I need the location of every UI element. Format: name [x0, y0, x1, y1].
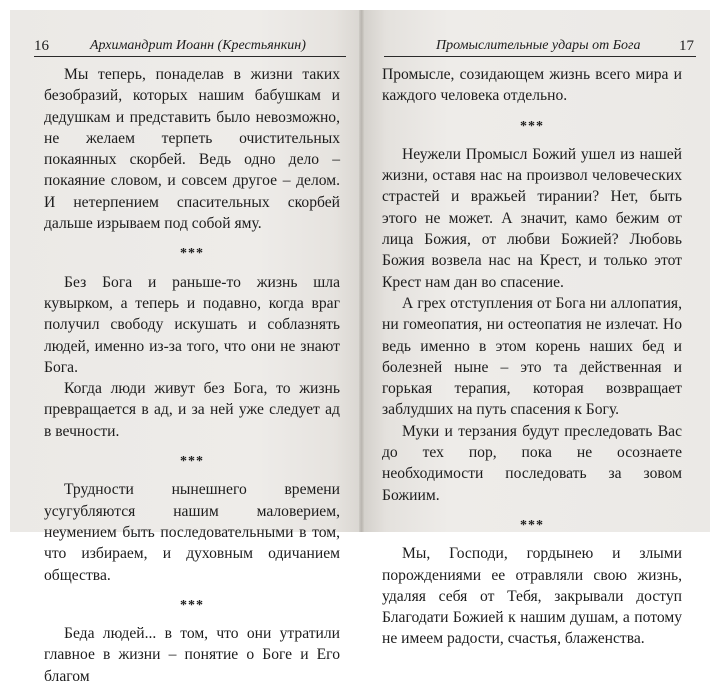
section-separator: *** [180, 597, 204, 613]
running-title-right: Промыслительные удары от Бога [436, 38, 641, 53]
paragraph: Трудности нынешнего времени усугубляются нашим маловерием, неумением быть последовательными в том, что избираем, и духовным одичанием общества. [44, 481, 340, 584]
left-page-header [34, 36, 346, 57]
right-page-text [382, 64, 682, 650]
paragraph: Промысле, созидающем жизнь всего мира и каждого человека отдельно. [382, 66, 682, 105]
section-separator: *** [520, 118, 544, 134]
paragraph: Беда людей... в том, что они утратили главное в жизни – понятие о Боге и Его благом [44, 625, 340, 685]
open-book-spread [10, 10, 710, 685]
section-separator: *** [520, 517, 544, 533]
page-number-right: 17 [679, 38, 694, 54]
section-separator: *** [180, 454, 204, 470]
running-title-left: Архимандрит Иоанн (Крестьянкин) [90, 38, 306, 53]
right-page-header [384, 36, 696, 57]
paragraph: Когда люди живут без Бога, то жизнь превращается в ад, и за ней уже следует ад в вечности. [44, 380, 340, 440]
page-number-left: 16 [34, 38, 49, 54]
paragraph: Муки и терзания будут преследовать Вас до тех пор, пока не осознаете необходимости последовать за зовом Божиим. [382, 422, 682, 504]
paragraph: Мы теперь, понаделав в жизни таких безобразий, которых нашим бабушкам и дедушкам и представить было невозможно, не желаем терпеть очистительных покаянных скорбей. Ведь одно дело – покаяние словом, и совсем другое – делом. И нетерпением спасительных скорбей дальше изрываем под собой яму. [44, 66, 340, 233]
left-page-text [44, 64, 340, 687]
left-page [10, 10, 362, 685]
paragraph: А грех отступления от Бога ни аллопатия, ни гомеопатия, ни остеопатия не излечат. Но ведь именно в этом корень наших бед и болезней ныне – это та действенная и горькая терапия, которая возвращает заблудших на путь спасения к Богу. [382, 294, 682, 419]
book-gutter [359, 10, 364, 532]
right-page [362, 10, 710, 648]
paragraph: Без Бога и раньше-то жизнь шла кувырком, а теперь и подавно, когда враг получил свободу искушать и соблазнять людей, именно из-за того, что они не знают Бога. [44, 273, 340, 376]
section-separator: *** [180, 246, 204, 262]
paragraph: Неужели Промысл Божий ушел из нашей жизни, оставя нас на произвол человеческих страстей и вражьей тирании? Нет, быть этого не может. А значит, камо бежим от лица Божия, от любви Божией? Любовь Божия возвела нас на Крест, и только этот Крест нам дан во спасение. [382, 145, 682, 291]
paragraph: Мы, Господи, гордынею и злыми порождениями ее отравляли свою жизнь, удаляя себя от Тебя, закрывали доступ Благодати Божией к нашим душам, а потому не имеем радости, счастья, блаженства. [382, 545, 682, 648]
